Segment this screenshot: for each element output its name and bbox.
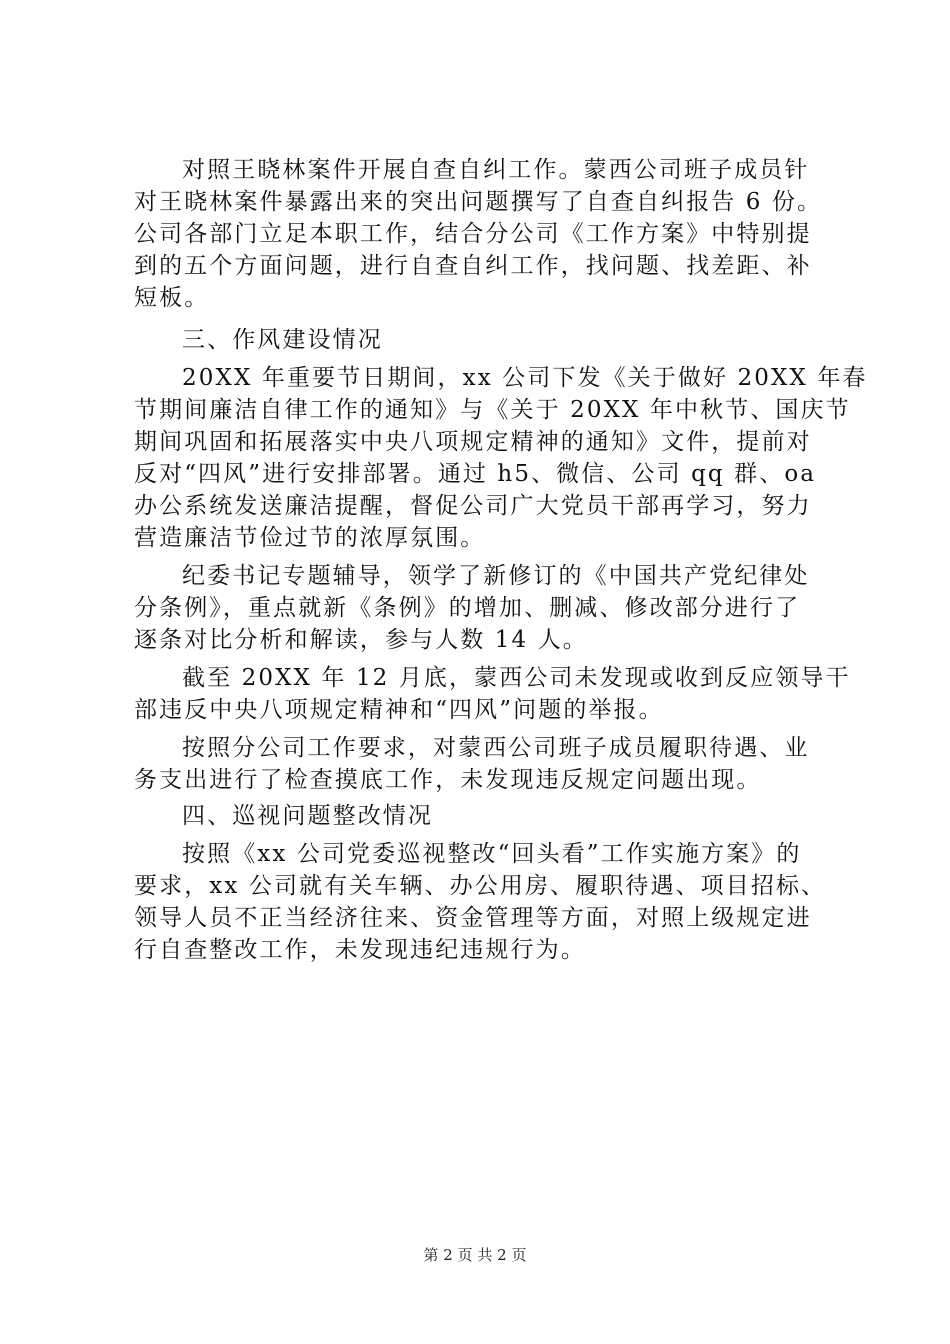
text-line: 逐条对比分析和解读，参与人数 14 人。 [134, 627, 588, 653]
text-line: 节期间廉洁自律工作的通知》与《关于 20XX 年中秋节、国庆节 [134, 397, 851, 423]
text-line: 反对“四风”进行安排部署。通过 h5、微信、公司 qq 群、oa [134, 461, 817, 487]
text-line: 公司各部门立足本职工作，结合分公司《工作方案》中特别提 [134, 221, 812, 247]
text-line: 分条例》，重点就新《条例》的增加、删减、修改部分进行了 [134, 595, 801, 621]
text-line: 要求，xx 公司就有关车辆、办公用房、履职待遇、项目招标、 [134, 873, 827, 899]
text-line: 20XX 年重要节日期间，xx 公司下发《关于做好 20XX 年春 [182, 365, 868, 391]
text-line: 对照王晓林案件开展自查自纠工作。蒙西公司班子成员针 [182, 157, 810, 183]
section-heading: 三、作风建设情况 [182, 327, 383, 353]
text-line: 纪委书记专题辅导，领学了新修订的《中国共产党纪律处 [182, 563, 810, 589]
text-line: 领导人员不正当经济往来、资金管理等方面，对照上级规定进 [134, 905, 812, 931]
text-line: 部违反中央八项规定精神和“四风”问题的举报。 [134, 697, 664, 723]
text-line: 短板。 [134, 285, 210, 311]
text-line: 务支出进行了检查摸底工作，未发现违反规定问题出现。 [134, 767, 762, 793]
text-line: 营造廉洁节俭过节的浓厚氛围。 [134, 525, 486, 551]
text-line: 期间巩固和拓展落实中央八项规定精神的通知》文件，提前对 [134, 429, 812, 455]
text-line: 到的五个方面问题，进行自查自纠工作，找问题、找差距、补 [134, 253, 812, 279]
text-line: 办公系统发送廉洁提醒，督促公司广大党员干部再学习，努力 [134, 493, 812, 519]
text-line: 对王晓林案件暴露出来的突出问题撰写了自查自纠报告 6 份。 [134, 189, 823, 215]
section-heading: 四、巡视问题整改情况 [182, 803, 433, 829]
text-line: 行自查整改工作，未发现违纪违规行为。 [134, 937, 586, 963]
page-number-footer: 第 2 页 共 2 页 [423, 1246, 527, 1264]
text-line: 按照《xx 公司党委巡视整改“回头看”工作实施方案》的 [182, 841, 802, 867]
text-line: 按照分公司工作要求，对蒙西公司班子成员履职待遇、业 [182, 735, 810, 761]
text-line: 截至 20XX 年 12 月底，蒙西公司未发现或收到反应领导干 [182, 665, 851, 691]
